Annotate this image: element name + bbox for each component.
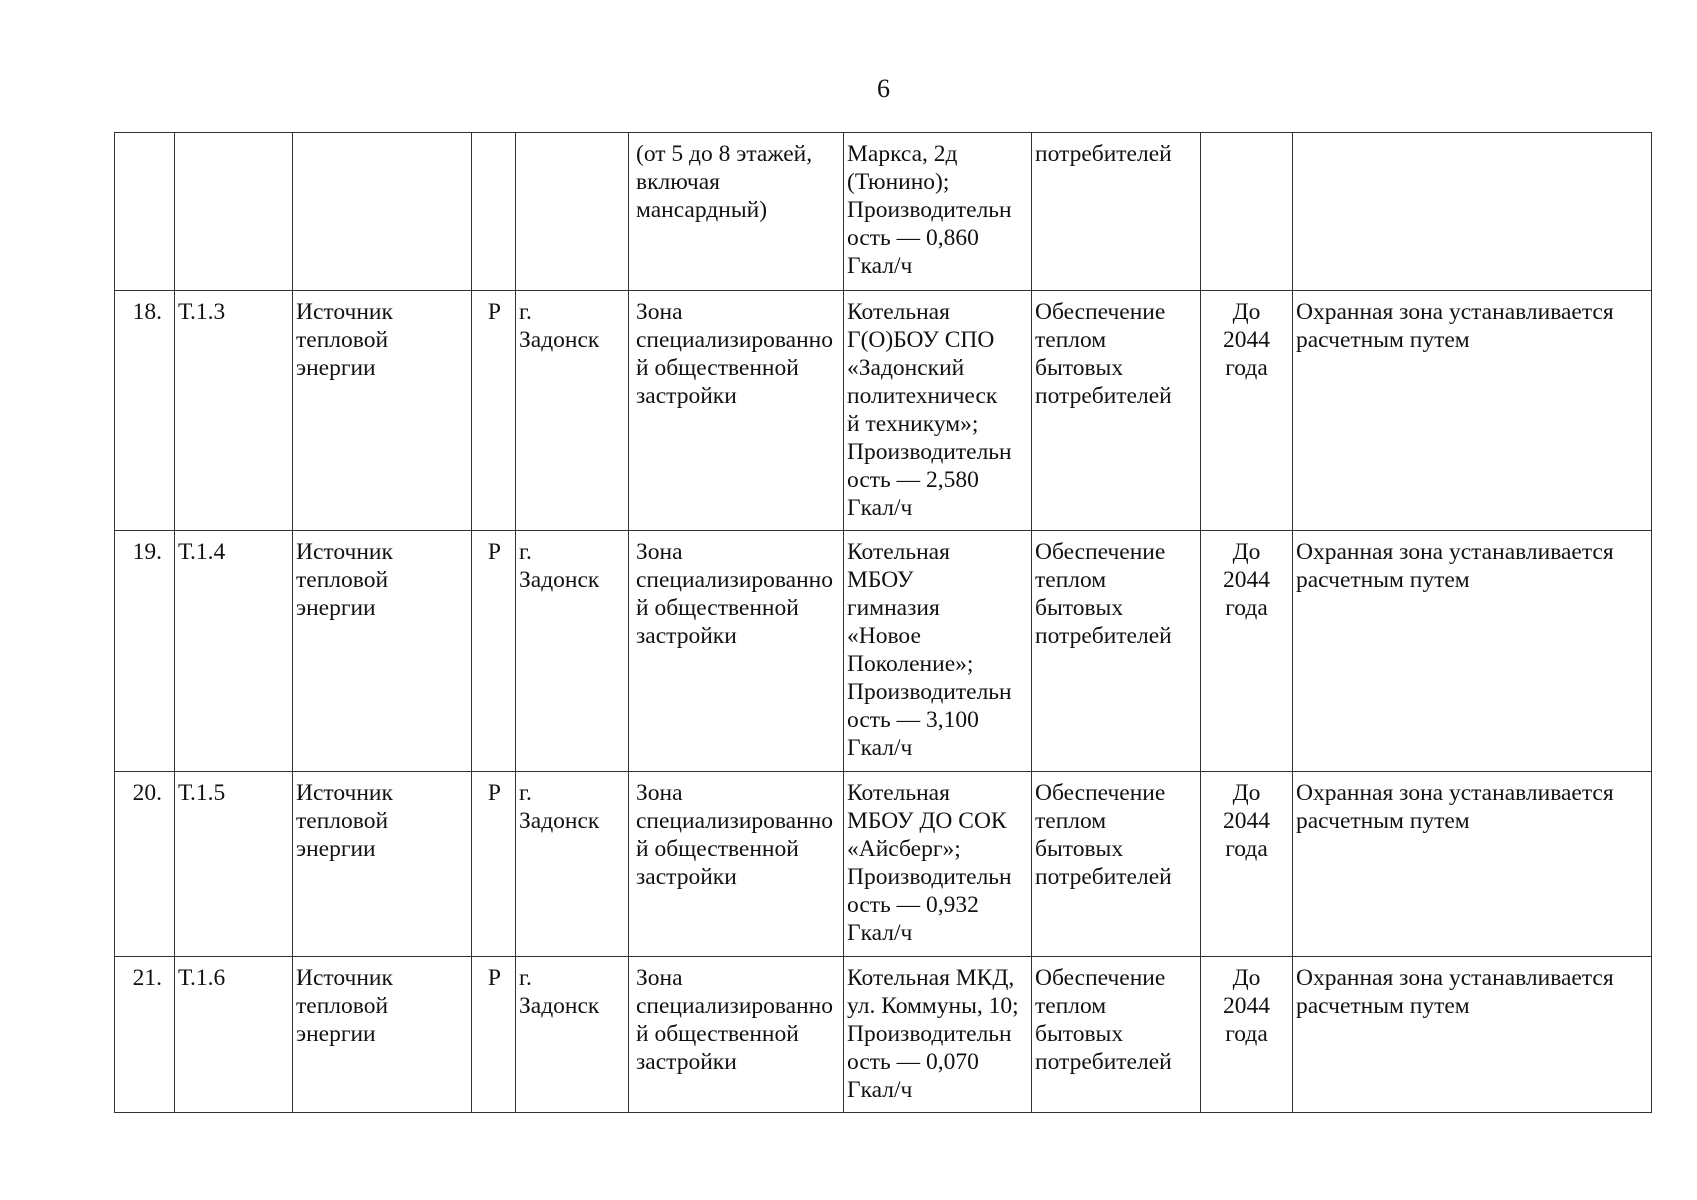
- purpose-cell: Обеспечение теплом бытовых потребителей: [1032, 531, 1201, 772]
- object-code-cell: Т.1.3: [175, 291, 293, 531]
- functional-zone-cell: Зона специализированно й общественной застройки: [629, 291, 844, 531]
- protection-zone-cell: Охранная зона устанавливается расчетным путем: [1293, 957, 1652, 1113]
- protection-zone-cell: Охранная зона устанавливается расчетным путем: [1293, 291, 1652, 531]
- table-row: [115, 772, 1652, 957]
- term-cell: До 2044 года: [1201, 531, 1293, 772]
- location-cell: г. Задонск: [516, 772, 629, 957]
- protection-zone-cell: Охранная зона устанавливается расчетным путем: [1293, 772, 1652, 957]
- object-type-cell: Источник тепловой энергии: [293, 957, 472, 1113]
- characteristics-cell: Котельная Г(О)БОУ СПО «Задонский политехническ й техникум»; Производительн ость — 2,580 Гкал/ч: [844, 291, 1032, 531]
- table-row: [115, 291, 1652, 531]
- table-row: [115, 133, 1652, 291]
- page-number: 6: [877, 74, 890, 103]
- protection-zone-cell: [1293, 133, 1652, 291]
- functional-zone-cell: Зона специализированно й общественной застройки: [629, 957, 844, 1113]
- protection-zone-cell: Охранная зона устанавливается расчетным путем: [1293, 531, 1652, 772]
- table-row: [115, 957, 1652, 1113]
- purpose-cell: Обеспечение теплом бытовых потребителей: [1032, 772, 1201, 957]
- object-code-cell: Т.1.5: [175, 772, 293, 957]
- location-cell: г. Задонск: [516, 291, 629, 531]
- object-type-cell: [293, 133, 472, 291]
- term-cell: До 2044 года: [1201, 772, 1293, 957]
- row-number-cell: [115, 133, 175, 291]
- object-type-cell: Источник тепловой энергии: [293, 291, 472, 531]
- location-cell: [516, 133, 629, 291]
- characteristics-cell: Котельная МКД, ул. Коммуны, 10; Производительн ость — 0,070 Гкал/ч: [844, 957, 1032, 1113]
- objects-table: [114, 132, 1652, 1113]
- row-number-cell: 21.: [115, 957, 175, 1113]
- object-type-cell: Источник тепловой энергии: [293, 772, 472, 957]
- purpose-cell: Обеспечение теплом бытовых потребителей: [1032, 291, 1201, 531]
- object-code-cell: Т.1.6: [175, 957, 293, 1113]
- row-number-cell: 20.: [115, 772, 175, 957]
- term-cell: До 2044 года: [1201, 291, 1293, 531]
- term-cell: [1201, 133, 1293, 291]
- functional-zone-cell: Зона специализированно й общественной застройки: [629, 772, 844, 957]
- functional-zone-cell: (от 5 до 8 этажей, включая мансардный): [629, 133, 844, 291]
- object-code-cell: [175, 133, 293, 291]
- row-number-cell: 18.: [115, 291, 175, 531]
- purpose-cell: потребителей: [1032, 133, 1201, 291]
- term-cell: До 2044 года: [1201, 957, 1293, 1113]
- location-cell: г. Задонск: [516, 531, 629, 772]
- category-cell: Р: [472, 531, 516, 772]
- characteristics-cell: Котельная МБОУ ДО СОК «Айсберг»; Производительн ость — 0,932 Гкал/ч: [844, 772, 1032, 957]
- category-cell: Р: [472, 772, 516, 957]
- category-cell: [472, 133, 516, 291]
- purpose-cell: Обеспечение теплом бытовых потребителей: [1032, 957, 1201, 1113]
- characteristics-cell: Маркса, 2д (Тюнино); Производительн ость — 0,860 Гкал/ч: [844, 133, 1032, 291]
- category-cell: Р: [472, 957, 516, 1113]
- object-type-cell: Источник тепловой энергии: [293, 531, 472, 772]
- location-cell: г. Задонск: [516, 957, 629, 1113]
- row-number-cell: 19.: [115, 531, 175, 772]
- object-code-cell: Т.1.4: [175, 531, 293, 772]
- characteristics-cell: Котельная МБОУ гимназия «Новое Поколение»; Производительн ость — 3,100 Гкал/ч: [844, 531, 1032, 772]
- category-cell: Р: [472, 291, 516, 531]
- table-row: [115, 531, 1652, 772]
- functional-zone-cell: Зона специализированно й общественной застройки: [629, 531, 844, 772]
